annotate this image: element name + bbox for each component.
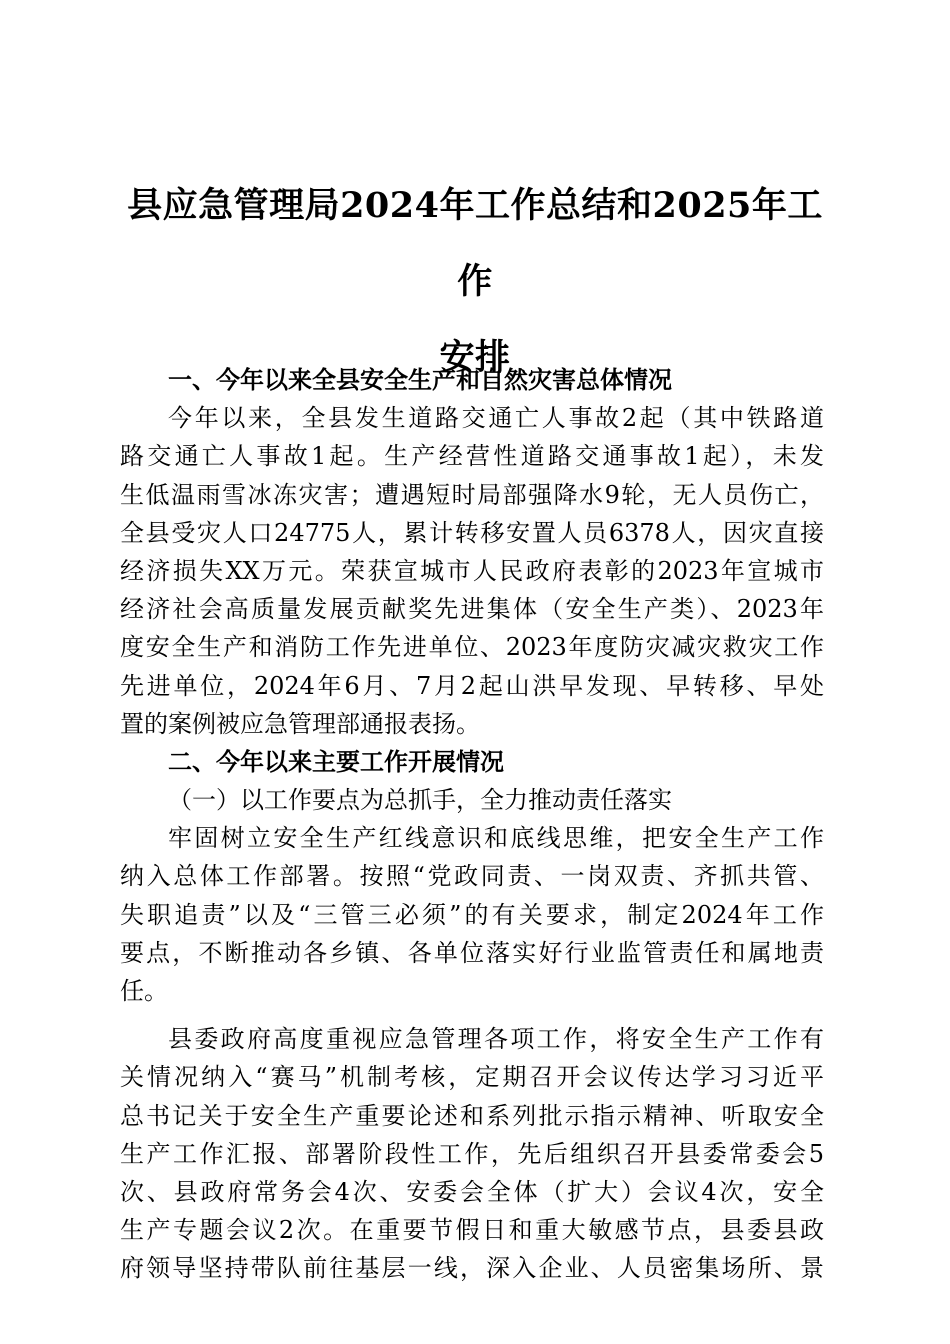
title-line-2: 安排 xyxy=(439,337,511,378)
paragraph-line: 牢固树立安全生产红线意识和底线思维，把安全生产工作 xyxy=(168,824,824,853)
paragraph-3 xyxy=(120,1020,824,1287)
section-heading-2: 二、今年以来主要工作开展情况 xyxy=(168,747,504,776)
paragraph-line: 次、县政府常务会4次、安委会全体（扩大）会议4次，安全 xyxy=(120,1177,824,1206)
paragraph-line: 先进单位，2024年6月、7月2起山洪早发现、早转移、早处 xyxy=(120,671,824,700)
paragraph-line: 总书记关于安全生产重要论述和系列批示指示精神、听取安全 xyxy=(120,1101,824,1130)
paragraph-line: 路交通亡人事故1起。生产经营性道路交通事故1起），未发 xyxy=(120,442,824,471)
paragraph-line: 今年以来，全县发生道路交通亡人事故2起（其中铁路道 xyxy=(168,404,824,433)
paragraph-line: 经济损失XX万元。荣获宣城市人民政府表彰的2023年宣城市 xyxy=(120,556,824,585)
paragraph-line: 任。 xyxy=(120,977,168,1005)
paragraph-line: 度安全生产和消防工作先进单位、2023年度防灾减灾救灾工作 xyxy=(120,633,824,662)
subsection-heading-1: （一）以工作要点为总抓手，全力推动责任落实 xyxy=(168,786,672,815)
paragraph-line: 县委政府高度重视应急管理各项工作，将安全生产工作有 xyxy=(168,1025,824,1054)
section-heading-1: 一、今年以来全县安全生产和自然灾害总体情况 xyxy=(168,366,672,394)
paragraph-line: 生产工作汇报、部署阶段性工作，先后组织召开县委常委会5 xyxy=(120,1139,824,1168)
document-body xyxy=(120,361,824,1288)
paragraph-1 xyxy=(120,399,824,743)
title-line-1: 县应急管理局2024年工作总结和2025年工作 xyxy=(127,185,823,302)
paragraph-line: 生产专题会议2次。在重要节假日和重大敏感节点，县委县政 xyxy=(120,1216,824,1245)
paragraph-line: 失职追责”以及“三管三必须”的有关要求，制定2024年工作 xyxy=(120,900,824,929)
paragraph-line: 经济社会高质量发展贡献奖先进集体（安全生产类）、2023年 xyxy=(120,595,824,624)
paragraph-line: 生低温雨雪冰冻灾害；遭遇短时局部强降水9轮，无人员伤亡， xyxy=(120,480,824,509)
paragraph-line: 关情况纳入“赛马”机制考核，定期召开会议传达学习习近平 xyxy=(120,1063,824,1092)
paragraph-line: 府领导坚持带队前往基层一线，深入企业、人员密集场所、景 xyxy=(120,1254,824,1283)
paragraph-2 xyxy=(120,819,824,1010)
paragraph-line: 要点，不断推动各乡镇、各单位落实好行业监管责任和属地责 xyxy=(120,938,824,967)
paragraph-line: 纳入总体工作部署。按照“党政同责、一岗双责、齐抓共管、 xyxy=(120,862,824,891)
paragraph-line: 全县受灾人口24775人，累计转移安置人员6378人，因灾直接 xyxy=(120,518,824,547)
paragraph-spacer xyxy=(120,1010,824,1020)
paragraph-line: 置的案例被应急管理部通报表扬。 xyxy=(120,709,480,738)
